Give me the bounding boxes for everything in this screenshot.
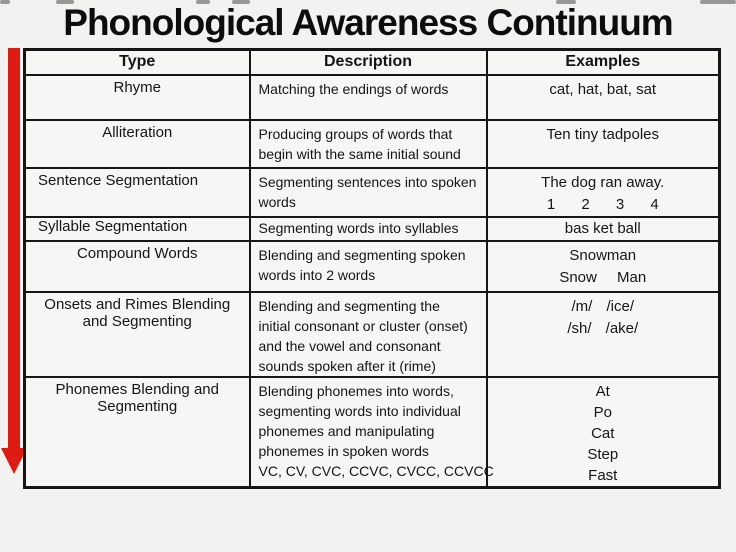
examples-cell xyxy=(487,120,720,168)
description-cell xyxy=(250,120,487,168)
type-cell: Alliteration xyxy=(25,120,250,168)
example-line: 1 2 3 4 xyxy=(546,195,659,213)
type-cell: Onsets and Rimes Blending and Segmenting xyxy=(25,292,250,377)
description-line: phonemes in spoken words xyxy=(258,442,429,459)
table-row-phonemes xyxy=(25,377,720,488)
description-line: Blending and segmenting spoken xyxy=(258,246,466,263)
description-line: Segmenting sentences into spoken xyxy=(258,173,477,190)
examples-cell xyxy=(487,168,720,217)
examples-cell xyxy=(487,217,720,241)
description-line: segmenting words into individual xyxy=(258,402,461,419)
description-line: Segmenting words into syllables xyxy=(258,219,459,236)
table-row-onsets-rimes xyxy=(25,292,720,377)
example-line: Cat xyxy=(591,424,615,442)
header-description: Description xyxy=(250,50,487,75)
type-cell: Rhyme xyxy=(25,75,250,120)
description-cell xyxy=(250,292,487,377)
example-line: bas ket ball xyxy=(564,219,641,237)
type-cell: Phonemes Blending and Segmenting xyxy=(25,377,250,488)
description-line: VC, CV, CVC, CCVC, CVCC, CCVCC xyxy=(258,462,494,479)
page-title: Phonological Awareness Continuum xyxy=(63,2,673,43)
type-cell: Syllable Segmentation xyxy=(25,217,250,241)
type-cell: Sentence Segmentation xyxy=(25,168,250,217)
description-cell xyxy=(250,217,487,241)
table-row-compound-words xyxy=(25,241,720,292)
description-line: words into 2 words xyxy=(258,266,376,283)
description-line: begin with the same initial sound xyxy=(258,145,461,162)
description-line: Blending and segmenting the xyxy=(258,297,440,314)
example-line: Step xyxy=(587,445,619,463)
examples-cell xyxy=(487,377,720,488)
examples-cell xyxy=(487,241,720,292)
description-cell xyxy=(250,241,487,292)
header-examples: Examples xyxy=(487,50,720,75)
examples-cell xyxy=(487,75,720,120)
example-line: Ten tiny tadpoles xyxy=(546,125,660,143)
example-line: At xyxy=(595,382,610,400)
description-line: Blending phonemes into words, xyxy=(258,382,454,399)
description-line: sounds spoken after it (rime) xyxy=(258,357,436,374)
table-row-alliteration xyxy=(25,120,720,168)
example-line: cat, hat, bat, sat xyxy=(549,80,657,98)
example-line: Snow Man xyxy=(559,268,647,286)
description-cell xyxy=(250,75,487,120)
description-line: words xyxy=(258,193,296,210)
example-line: /m/ /ice/ xyxy=(571,297,634,315)
continuum-arrow-shaft xyxy=(8,48,20,450)
header-type: Type xyxy=(25,50,250,75)
table-row-rhyme xyxy=(25,75,720,120)
table-row-syllable-segmentation xyxy=(25,217,720,241)
table-header-row xyxy=(25,50,720,75)
example-line: Snowman xyxy=(569,246,637,264)
example-line: Po xyxy=(593,403,612,421)
description-line: and the vowel and consonant xyxy=(258,337,441,354)
continuum-table xyxy=(23,48,721,489)
description-line: Matching the endings of words xyxy=(258,80,449,97)
type-cell: Compound Words xyxy=(25,241,250,292)
description-line: phonemes and manipulating xyxy=(258,422,435,439)
description-cell xyxy=(250,377,494,488)
examples-cell xyxy=(487,292,720,377)
description-line: Producing groups of words that xyxy=(258,125,453,142)
example-line: The dog ran away. xyxy=(541,173,665,191)
description-line: initial consonant or cluster (onset) xyxy=(258,317,468,334)
example-line: /sh/ /ake/ xyxy=(567,319,639,337)
table-row-sentence-segmentation xyxy=(25,168,720,217)
description-cell xyxy=(250,168,487,217)
example-line: Fast xyxy=(588,466,618,484)
